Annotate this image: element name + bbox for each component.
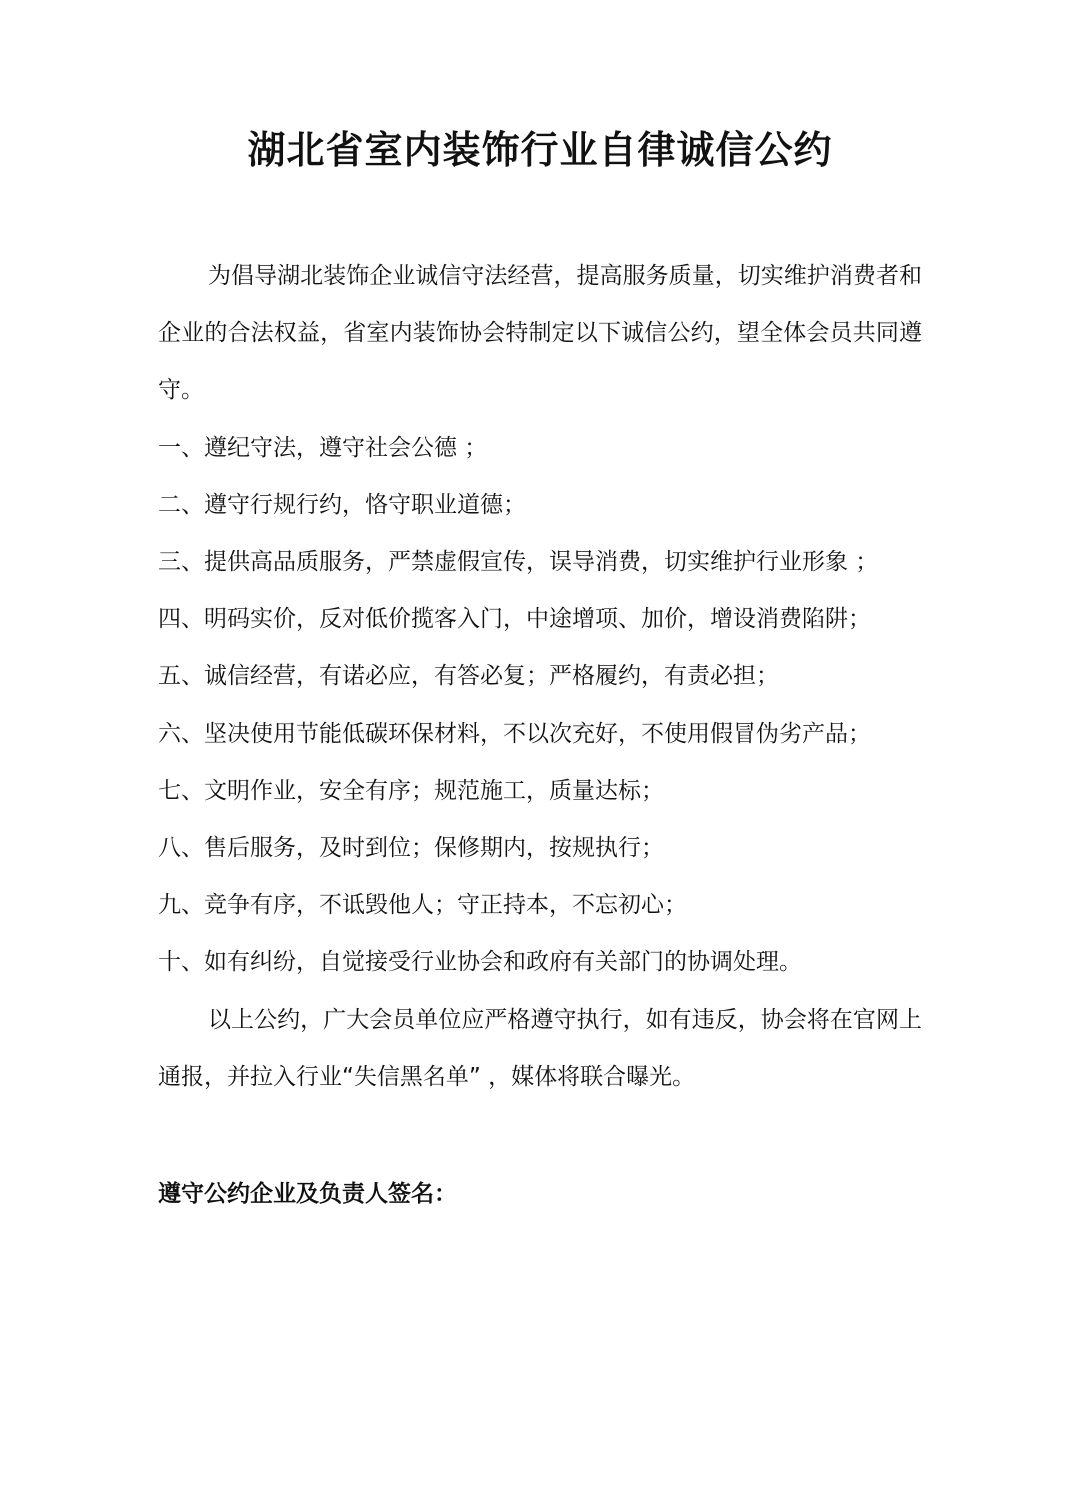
clause-3: 三、提供高品质服务，严禁虚假宣传，误导消费，切实维护行业形象 ； — [158, 549, 879, 576]
clause-2: 二、遵守行规行约，恪守职业道德； — [158, 491, 526, 518]
closing-paragraph: 以上公约，广大会员单位应严格遵守执行，如有违反，协会将在官网上通报，并拉入行业“失信黑名单” ，媒体将联合曝光。 — [158, 1006, 922, 1090]
intro-paragraph: 为倡导湖北装饰企业诚信守法经营，提高服务质量，切实维护消费者和企业的合法权益，省室内装饰协会特制定以下诚信公约，望全体会员共同遵守。 — [158, 263, 922, 404]
clause-4: 四、明码实价，反对低价揽客入门，中途增项、加价，增设消费陷阱； — [158, 606, 871, 633]
clause-10: 十、如有纠纷，自觉接受行业协会和政府有关部门的协调处理。 — [158, 949, 802, 976]
clause-5: 五、诚信经营，有诺必应，有答必复；严格履约，有责必担； — [158, 663, 779, 690]
clause-7: 七、文明作业，安全有序；规范施工，质量达标； — [158, 777, 664, 804]
clause-6: 六、坚决使用节能低碳环保材料，不以次充好，不使用假冒伪劣产品； — [158, 720, 871, 747]
clause-9: 九、竞争有序，不诋毁他人；守正持本，不忘初心； — [158, 892, 687, 919]
document-body — [158, 248, 922, 1106]
clause-1: 一、遵纪守法，遵守社会公德 ； — [158, 434, 488, 461]
document-title: 湖北省室内装饰行业自律诚信公约 — [247, 128, 833, 172]
signature-label: 遵守公约企业及负责人签名： — [158, 1181, 457, 1207]
clause-8: 八、售后服务，及时到位；保修期内，按规执行； — [158, 835, 664, 862]
